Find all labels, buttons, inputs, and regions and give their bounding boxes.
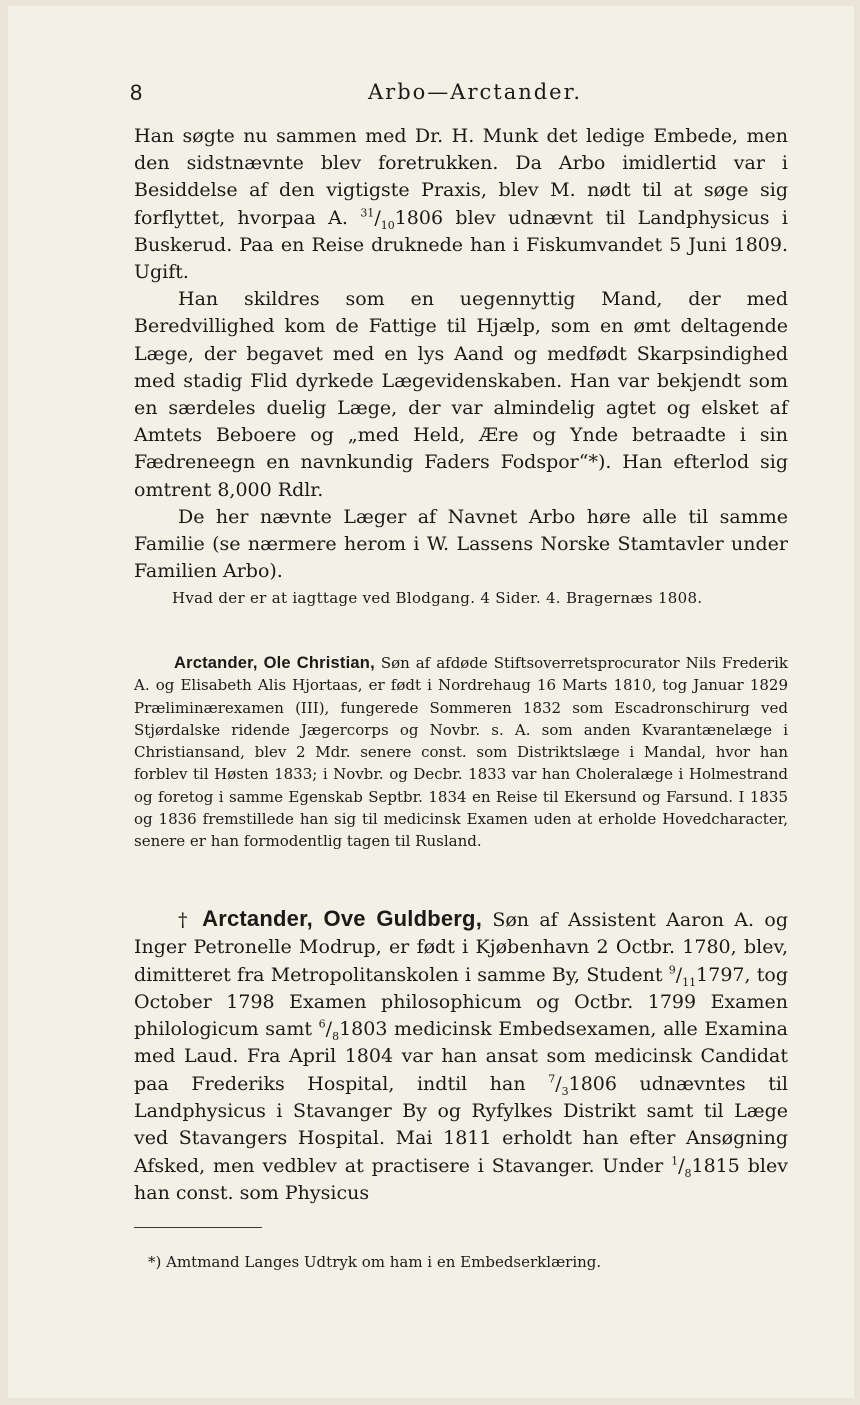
fraction-numerator: 9 <box>668 963 676 977</box>
fraction-numerator: 7 <box>548 1072 556 1086</box>
fraction-denominator: 11 <box>682 975 697 989</box>
running-title: Arbo—Arctander. <box>368 80 583 104</box>
publication-line: Hvad der er at iagttage ved Blodgang. 4 Sider. 4. Bragernæs 1808. <box>172 589 703 608</box>
page-header <box>130 80 790 110</box>
text-run: 1806 udnævntes til Landphysicus i Stavanger By og Ryfylkes Distrikt samt til Læge ved Stavangers Hospital. Mai 1811 erholdt han efter Ansøgning Afsked, men vedblev at practisere i Stavanger. Under <box>134 1072 789 1177</box>
text-run: 1806 blev udnævnt til Landphysicus i Buskerud. Paa en Reise druknede han i Fiskumvandet 5 Juni 1809. Ugift. <box>134 206 788 284</box>
text-run: 1815 blev han const. som Physicus <box>134 1154 788 1204</box>
fraction-denominator: 8 <box>684 1166 692 1180</box>
paragraph: † Arctander, Ove Guldberg, Søn af Assistent Aaron A. og Inger Petronelle Modrup, er født i Kjøbenhavn 2 Octbr. 1780, blev, dimitteret fra Metropolitanskolen i samme By, Student $^9/_{11}1797$, tog October 1798 Examen philosophicum og Octbr. 1799 Examen philologicum samt $^6/_81803$ medicinsk Embedsexamen, alle Examina med Laud. Fra April 1804 var han ansat som medicinsk Candidat paa Frederiks Hospital, indtil han $^7/_31806$ udnævntes til Landphysicus i Stavanger By og Ryfylkes Distrikt samt til Læge ved Stavangers Hospital. Mai 1811 erholdt han efter Ansøgning Afsked, men vedblev at practisere i Stavanger. Under $^1/_81815$ blev han const. som Physicus <box>134 906 789 1204</box>
page-number: 8 <box>130 80 144 105</box>
fraction-denominator: 3 <box>561 1084 569 1098</box>
footnote-mark: *) <box>148 1253 162 1271</box>
footnote-rule <box>134 1227 262 1228</box>
footnote <box>148 1251 768 1273</box>
fraction-numerator: 6 <box>318 1017 326 1031</box>
footnote-text: Amtmand Langes Udtryk om ham i en Embedserklæring. <box>161 1253 602 1271</box>
fraction-numerator: 31 <box>360 206 375 220</box>
ove-arctander-entry <box>134 905 788 1207</box>
paragraph <box>134 652 788 853</box>
fraction-denominator: 10 <box>380 218 395 232</box>
text-run: Søn af Assistent Aaron A. og Inger Petronelle Modrup, er født i Kjøbenhavn 2 Octbr. 1780, blev, dimitteret fra Metropolitanskolen i samme By, Student <box>134 909 788 986</box>
arbo-entry-continuation <box>134 123 788 612</box>
entry-text: Søn af afdøde Stiftsoverretsprocurator Nils Frederik A. og Elisabeth Alis Hjortaas, er født i Nordrehaug 16 Marts 1810, tog Januar 1829 Præliminærexamen (III), fungerede Sommeren 1832 som Escadronschirurg ved Stjørdalske ridende Jægercorps og Novbr. s. A. som anden Kvarantænelæge i Christiansand, blev 2 Mdr. senere const. som Distriktslæge i Mandal, hvor han forblev til Høsten 1833; i Novbr. og Decbr. 1833 var han Choleralæge i Holmestrand og foretog i samme Egenskab Septbr. 1834 en Reise til Ekersund og Farsund. I 1835 og 1836 fremstillede han sig til medicinsk Examen uden at erholde Hovedcharacter, senere er han formodentlig tagen til Rusland. <box>134 654 788 851</box>
text-run: 1803 medicinsk Embedsexamen, alle Examina med Laud. Fra April 1804 var han ansat som medicinsk Candidat paa Frederiks Hospital, indtil han <box>134 1018 789 1095</box>
death-cross: † <box>178 909 192 931</box>
text-run: 1797, tog October 1798 Examen philosophicum og Octbr. 1799 Examen philologicum samt <box>134 963 788 1041</box>
paragraph: Han skildres som en uegennyttig Mand, der med Beredvillighed kom de Fattige til Hjælp, som en ømt deltagende Læge, der begavet med en lys Aand og medfødt Skarpsindighed med stadig Flid dyrkede Lægevidenskaben. Han var bekjendt som en særdeles duelig Læge, der var almindelig agtet og elsket af Amtets Beboere og „med Held, Ære og Ynde betraadte i sin Fædreneegn en navnkundig Faders Fodspor“*). Han efterlod sig omtrent 8,000 Rdlr. <box>134 288 788 501</box>
fraction-numerator: 1 <box>671 1154 679 1168</box>
fraction-denominator: 8 <box>332 1029 340 1043</box>
text-run: Han søgte nu sammen med Dr. H. Munk det ledige Embede, men den sidstnævnte blev foretrukken. Da Arbo imidlertid var i Besiddelse af den vigtigste Praxis, blev M. nødt til at søge sig forflyttet, hvorpaa A. <box>134 125 788 229</box>
entry-name: Arctander, Ole Christian, <box>174 654 375 672</box>
paragraph: Han søgte nu sammen med Dr. H. Munk det ledige Embede, men den sidstnævnte blev foretrukken. Da Arbo imidlertid var i Besiddelse af den vigtigste Praxis, blev M. nødt til at søge sig forflyttet, hvorpaa A. $^{31}/_{10}1806$ blev udnævnt til Landphysicus i Buskerud. Paa en Reise druknede han i Fiskumvandet 5 Juni 1809. Ugift. <box>134 125 788 284</box>
ole-arctander-entry <box>134 652 788 853</box>
entry-name: Arctander, Ove Guldberg, <box>202 906 483 931</box>
paragraph: De her nævnte Læger af Navnet Arbo høre alle til samme Familie (se nærmere herom i W. Lassens Norske Stamtavler under Familien Arbo). <box>134 505 788 583</box>
